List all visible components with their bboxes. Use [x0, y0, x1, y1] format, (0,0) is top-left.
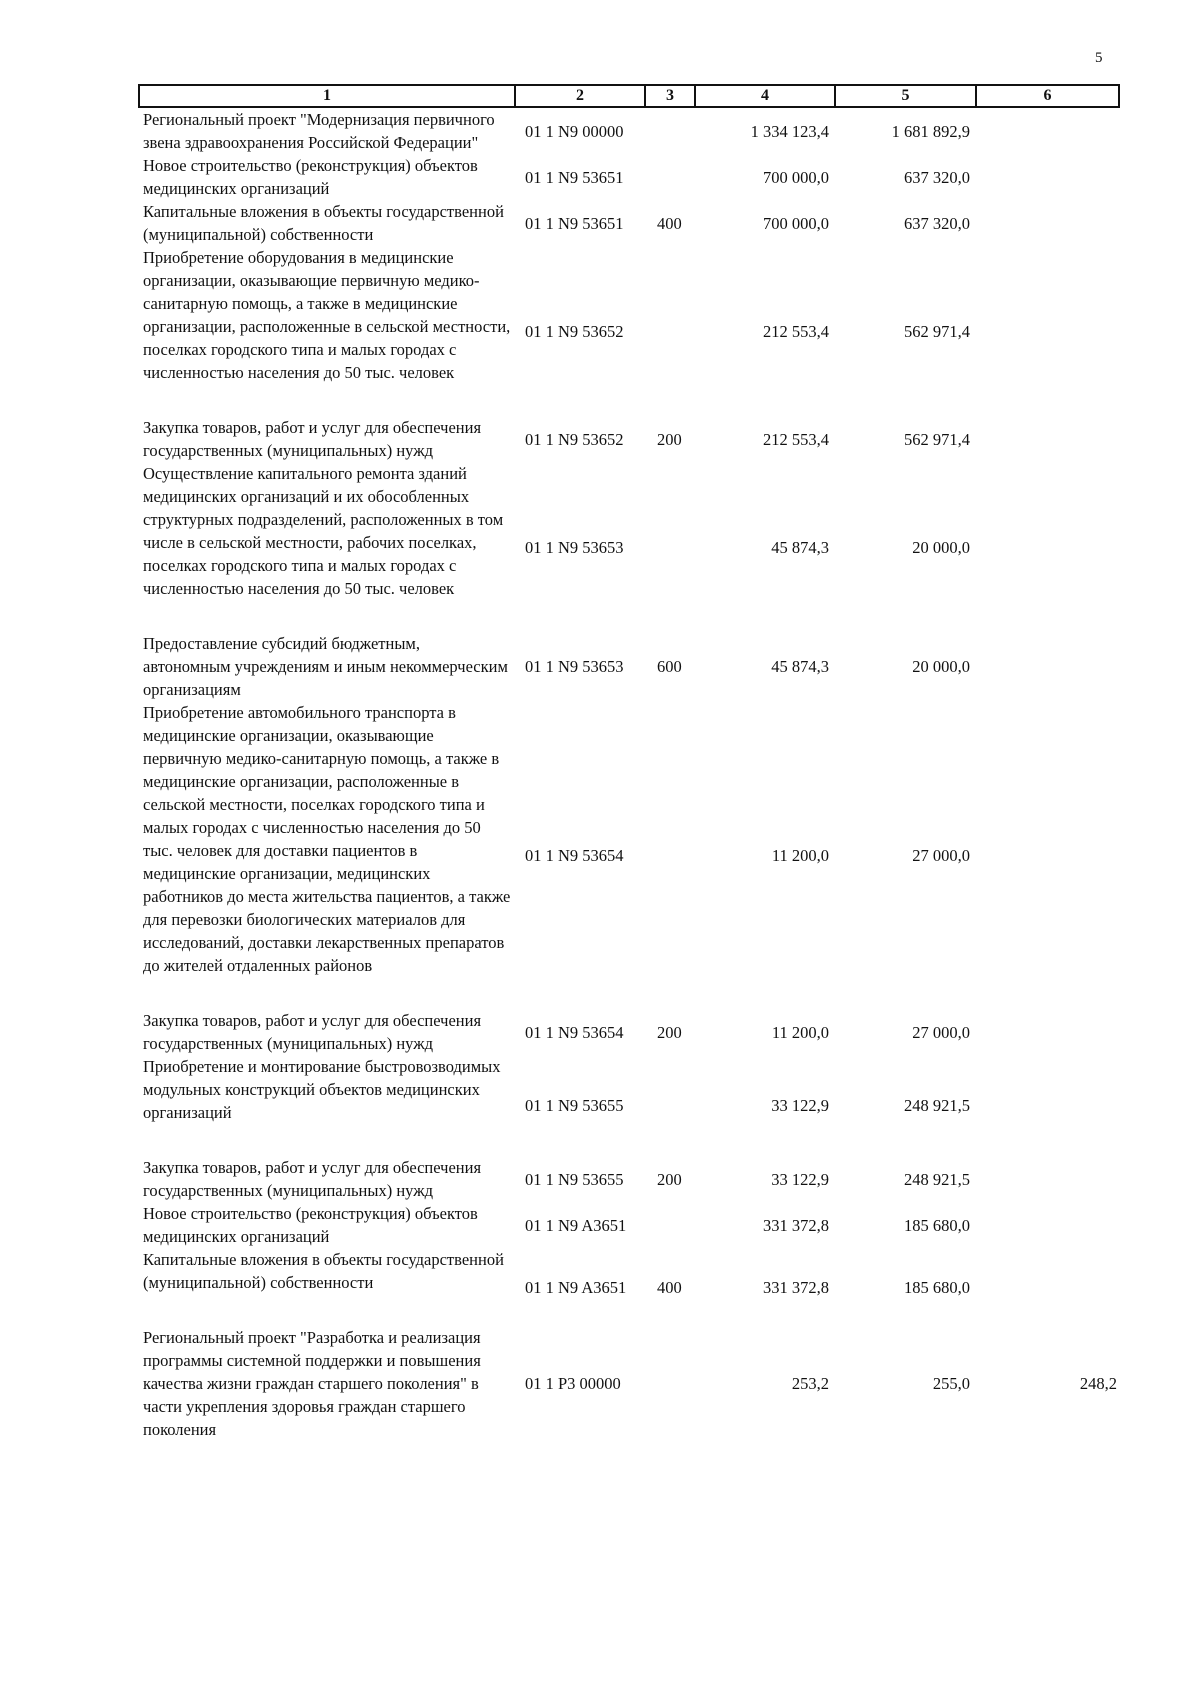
amount-col4: 45 874,3 — [771, 537, 829, 557]
table-row — [139, 1202, 1119, 1248]
expense-type — [645, 1326, 695, 1441]
expense-type: 200 — [657, 1169, 682, 1189]
amount-col6 — [976, 1248, 1119, 1326]
amount-col5: 248 921,5 — [904, 1096, 970, 1115]
column-header: 6 — [976, 85, 1119, 107]
table-row — [139, 1055, 1119, 1156]
expense-type — [645, 107, 695, 154]
item-code: 01 1 N9 53653 — [525, 537, 624, 557]
table-row — [139, 1248, 1119, 1326]
item-name: Закупка товаров, работ и услуг для обеспечения государственных (муниципальных) нужд — [143, 1158, 482, 1200]
amount-col6 — [976, 200, 1119, 246]
amount-col5: 637 320,0 — [904, 213, 970, 233]
item-name: Закупка товаров, работ и услуг для обеспечения государственных (муниципальных) нужд — [143, 418, 482, 460]
table-row — [139, 416, 1119, 462]
column-header: 3 — [645, 85, 695, 107]
expense-type — [645, 1202, 695, 1248]
item-code: 01 1 N9 53652 — [525, 429, 624, 449]
column-header: 4 — [695, 85, 835, 107]
item-code: 01 1 P3 00000 — [525, 1374, 621, 1393]
amount-col5: 27 000,0 — [912, 1022, 970, 1042]
item-name: Приобретение и монтирование быстровозводимых модульных конструкций объектов медицинских организаций — [143, 1057, 501, 1122]
amount-col4: 212 553,4 — [763, 321, 829, 341]
table-header-row — [139, 85, 1119, 107]
table-row — [139, 632, 1119, 701]
amount-col6 — [976, 701, 1119, 1009]
amount-col5: 255,0 — [932, 1374, 970, 1393]
amount-col6 — [976, 154, 1119, 200]
amount-col6 — [976, 246, 1119, 416]
amount-col6 — [976, 416, 1119, 462]
column-header: 2 — [515, 85, 645, 107]
item-code: 01 1 N9 A3651 — [525, 1277, 627, 1297]
item-code: 01 1 N9 53654 — [525, 1022, 624, 1042]
table-row — [139, 1326, 1119, 1441]
amount-col4: 331 372,8 — [763, 1277, 829, 1297]
amount-col4: 11 200,0 — [771, 845, 829, 865]
expense-type: 400 — [657, 1277, 682, 1297]
amount-col5: 185 680,0 — [904, 1215, 970, 1235]
item-code: 01 1 N9 53651 — [525, 213, 624, 233]
amount-col5: 562 971,4 — [904, 429, 970, 449]
amount-col4: 45 874,3 — [771, 657, 829, 676]
amount-col6 — [976, 632, 1119, 701]
item-name: Приобретение оборудования в медицинские организации, оказывающие первичную медико-санитарную помощь, а также в медицинские организации, расположенные в сельской местности, поселках городского типа и малых городах с численностью населения до 50 тыс. человек — [143, 248, 511, 382]
item-name: Приобретение автомобильного транспорта в медицинские организации, оказывающие первичную медико-санитарную помощь, а также в медицинские организации, расположенные в сельской местности, поселках городского типа и малых городах с численностью населения до 50 тыс. человек для доставки пациентов в медицинские организации, медицинских работников до места жительства пациентов, а также для перевозки биологических материалов для исследований, доставки лекарственных препаратов до жителей отдаленных районов — [143, 703, 511, 975]
item-name: Региональный проект "Модернизация первичного звена здравоохранения Российской Федерации" — [143, 110, 495, 152]
table-row — [139, 1156, 1119, 1202]
expense-type: 400 — [657, 213, 682, 233]
amount-col4: 700 000,0 — [763, 213, 829, 233]
amount-col6 — [976, 1202, 1119, 1248]
amount-col4: 212 553,4 — [763, 429, 829, 449]
amount-col4: 1 334 123,4 — [750, 121, 829, 141]
item-name: Предоставление субсидий бюджетным, автономным учреждениям и иным некоммерческим организациям — [143, 634, 508, 699]
item-code: 01 1 N9 A3651 — [525, 1215, 627, 1235]
item-name: Осуществление капитального ремонта зданий медицинских организаций и их обособленных структурных подразделений, расположенных в том числе в сельской местности, рабочих поселках, поселках городского типа и малых городах с численностью населения до 50 тыс. человек — [143, 464, 504, 598]
page-number: 5 — [1095, 50, 1103, 66]
table-row — [139, 701, 1119, 1009]
item-code: 01 1 N9 53652 — [525, 321, 624, 341]
item-name: Новое строительство (реконструкция) объектов медицинских организаций — [143, 156, 478, 198]
table-row — [139, 154, 1119, 200]
amount-col4: 33 122,9 — [771, 1169, 829, 1189]
amount-col6 — [976, 1009, 1119, 1055]
item-name: Региональный проект "Разработка и реализация программы системной поддержки и повышения качества жизни граждан старшего поколения" в части укрепления здоровья граждан старшего поколения — [143, 1328, 481, 1439]
budget-table — [138, 84, 1120, 1441]
item-name: Новое строительство (реконструкция) объектов медицинских организаций — [143, 1204, 478, 1246]
expense-type — [645, 701, 695, 1009]
expense-type — [645, 246, 695, 416]
amount-col6 — [976, 462, 1119, 632]
item-code: 01 1 N9 53651 — [525, 167, 624, 187]
amount-col5: 20 000,0 — [912, 657, 970, 676]
table-row — [139, 1009, 1119, 1055]
item-code: 01 1 N9 53654 — [525, 845, 624, 865]
table-row — [139, 462, 1119, 632]
expense-type: 600 — [657, 657, 682, 676]
column-header: 1 — [139, 85, 515, 107]
amount-col6 — [976, 1055, 1119, 1156]
amount-col5: 248 921,5 — [904, 1169, 970, 1189]
amount-col4: 331 372,8 — [763, 1215, 829, 1235]
amount-col6 — [976, 1156, 1119, 1202]
expense-type — [645, 1055, 695, 1156]
item-code: 01 1 N9 53653 — [525, 657, 624, 676]
table-row — [139, 246, 1119, 416]
amount-col4: 33 122,9 — [771, 1096, 829, 1115]
amount-col6 — [976, 107, 1119, 154]
expense-type — [645, 154, 695, 200]
amount-col4: 700 000,0 — [763, 167, 829, 187]
amount-col4: 253,2 — [791, 1374, 829, 1393]
table-row — [139, 107, 1119, 154]
table-row — [139, 200, 1119, 246]
item-code: 01 1 N9 53655 — [525, 1169, 624, 1189]
amount-col5: 20 000,0 — [912, 537, 970, 557]
amount-col6: 248,2 — [1079, 1374, 1117, 1393]
expense-type — [645, 462, 695, 632]
amount-col5: 185 680,0 — [904, 1277, 970, 1297]
expense-type: 200 — [657, 429, 682, 449]
expense-type: 200 — [657, 1022, 682, 1042]
item-code: 01 1 N9 00000 — [525, 121, 624, 141]
amount-col5: 562 971,4 — [904, 321, 970, 341]
item-name: Капитальные вложения в объекты государственной (муниципальной) собственности — [143, 202, 504, 244]
amount-col5: 27 000,0 — [912, 845, 970, 865]
column-header: 5 — [835, 85, 976, 107]
amount-col5: 1 681 892,9 — [891, 121, 970, 141]
item-name: Капитальные вложения в объекты государственной (муниципальной) собственности — [143, 1250, 504, 1292]
item-name: Закупка товаров, работ и услуг для обеспечения государственных (муниципальных) нужд — [143, 1011, 482, 1053]
amount-col5: 637 320,0 — [904, 167, 970, 187]
amount-col4: 11 200,0 — [771, 1022, 829, 1042]
item-code: 01 1 N9 53655 — [525, 1096, 624, 1115]
